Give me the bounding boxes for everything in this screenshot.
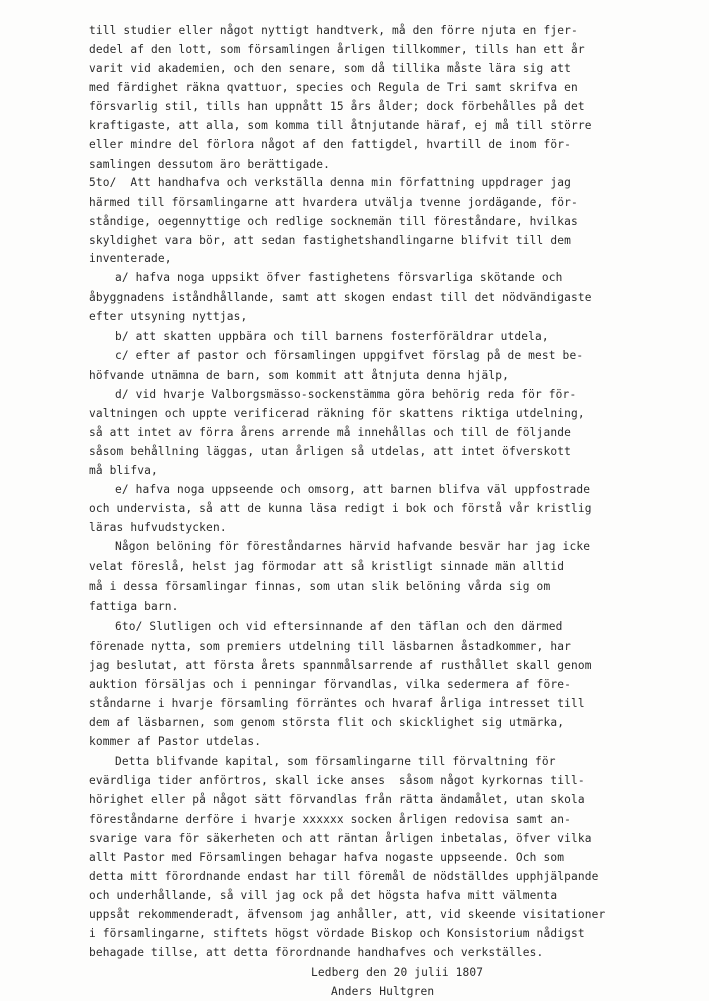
text-line: e/ hafva noga uppseende och omsorg, att barnen blifva väl uppfostrade xyxy=(115,483,591,496)
text-line: kommer af Pastor utdelas. xyxy=(89,735,262,748)
text-line: föreståndarne derföre i hvarje xxxxxx socken årligen redovisa samt an- xyxy=(89,813,571,826)
text-line: i församlingarne, stiftets högst vördade Biskop och Konsistorium nådigst xyxy=(89,927,585,940)
text-line: c/ efter af pastor och församlingen uppgifvet förslag på de mest be- xyxy=(115,349,584,362)
text-line: härmed till församlingarne att hvardera utvälja tvenne jordägande, för- xyxy=(89,196,578,209)
text-line: med färdighet räkna qvattuor, species och Regula de Tri samt skrifva en xyxy=(89,81,578,94)
text-line: velat föreslå, helst jag förmodar att så kristligt sinnade män alltid xyxy=(89,560,565,573)
text-line: Anders Hultgren xyxy=(331,985,435,998)
text-line: må i dessa församlingar finnas, som utan slik belöning vårda sig om xyxy=(89,580,551,593)
text-line: 5to/ Att handhafva och verkställa denna min författning uppdrager jag xyxy=(89,176,571,189)
text-line: samlingen dessutom äro berättigade. xyxy=(89,158,330,171)
text-line: hörighet eller på något sätt förvandlas från rätta ändamålet, utan skola xyxy=(89,793,585,806)
text-line: försvarlig stil, tills han uppnått 15 års ålder; dock förbehålles på det xyxy=(89,100,585,113)
text-line: evärdliga tider anförtros, skall icke anses såsom något kyrkornas till- xyxy=(89,774,585,787)
text-line: Någon belöning för föreståndarnes härvid hafvande besvär har jag icke xyxy=(115,540,591,553)
text-line: höfvande utnämna de barn, som kommit att åtnjuta denna hjälp, xyxy=(89,369,510,382)
text-line: behagade tillse, att detta förordnande handhafves och verkställes. xyxy=(89,946,544,959)
text-line: efter utsyning nyttjas, xyxy=(89,310,248,323)
text-line: svarige vara för säkerheten och att räntan årligen inbetalas, öfver vilka xyxy=(89,832,592,845)
text-line: kraftigaste, att alla, som komma till åtnjutande häraf, ej må till större xyxy=(89,119,592,132)
text-line: allt Pastor med Församlingen behagar hafva nogaste uppseende. Och som xyxy=(89,851,565,864)
text-line: läras hufvudstycken. xyxy=(89,521,227,534)
text-line: förenade nytta, som premiers utdelning till läsbarnen åstadkommer, har xyxy=(89,640,571,653)
text-line: 6to/ Slutligen och vid eftersinnande af den täflan och den därmed xyxy=(115,620,563,633)
text-line: till studier eller något nyttigt handtverk, må den förre njuta en fjer- xyxy=(89,24,578,37)
text-line: ståndige, oegennyttige och redlige socknemän till föreståndare, hvilkas xyxy=(89,215,578,228)
text-line: ståndarne i hvarje församling förräntes och hvaraf årliga intresset till xyxy=(89,697,585,710)
text-line: fattiga barn. xyxy=(89,600,179,613)
text-line: må blifva, xyxy=(89,464,158,477)
text-line: dedel af den lott, som församlingen årligen tillkommer, tills han ett år xyxy=(89,43,585,56)
text-line: skyldighet vara bör, att sedan fastighetshandlingarne blifvit till dem xyxy=(89,234,571,247)
text-line: auktion försäljas och i penningar förvandlas, vilka sedermera af före- xyxy=(89,678,571,691)
text-line: detta mitt förordnande endast har till föremål de nödställdes upphjälpande xyxy=(89,870,599,883)
text-line: och undervista, så att de kunna läsa redigt i bok och förstå vår kristlig xyxy=(89,502,592,515)
text-line: d/ vid hvarje Valborgsmässo-sockenstämma göra behörig reda för för- xyxy=(115,388,577,401)
text-line: Detta blifvande kapital, som församlingarne till förvaltning för xyxy=(115,755,556,768)
text-line: och underhållande, så vill jag ock på det högsta hafva mitt välmenta xyxy=(89,889,558,902)
text-line: a/ hafva noga uppsikt öfver fastighetens försvarliga skötande och xyxy=(115,271,563,284)
text-line: inventerade, xyxy=(89,252,172,265)
text-line: b/ att skatten uppbära och till barnens fosterföräldrar utdela, xyxy=(115,330,549,343)
text-line: valtningen och uppte verificerad räkning för skattens riktiga utdelning, xyxy=(89,407,585,420)
text-line: såsom behållning läggas, utan årligen så utdelas, att intet öfverskott xyxy=(89,445,571,458)
text-line: jag beslutat, att första årets spannmålsarrende af rusthållet skall genom xyxy=(89,659,592,672)
text-line: Ledberg den 20 julii 1807 xyxy=(311,966,484,979)
text-line: åbyggnadens iståndhållande, samt att skogen endast till det nödvändigaste xyxy=(89,291,592,304)
text-line: dem af läsbarnen, som genom största flit och skicklighet sig utmärka, xyxy=(89,716,565,729)
text-line: så att intet av förra årens arrende må innehållas och till de följande xyxy=(89,426,571,439)
text-line: eller mindre del förlora något af den fattigdel, hvartill de inom för- xyxy=(89,138,571,151)
text-line: uppsåt rekommenderadt, äfvensom jag anhåller, att, vid skeende visitationer xyxy=(89,908,606,921)
text-line: varit vid akademien, och den senare, som då tillika måste lära sig att xyxy=(89,62,571,75)
